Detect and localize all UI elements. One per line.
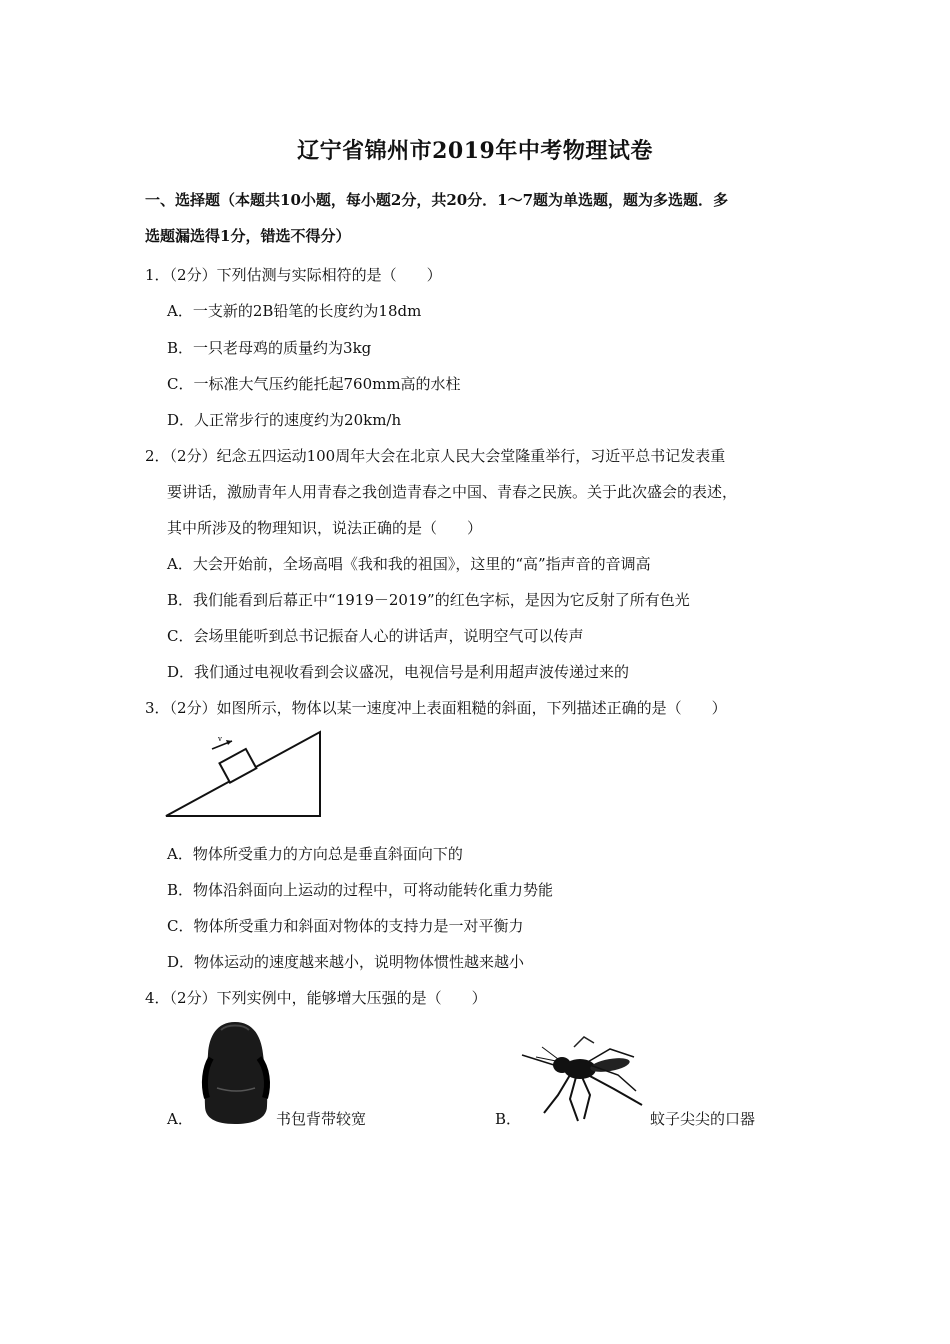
question-4-option-a-text: 书包背带较宽	[276, 1110, 367, 1128]
question-2-option-c: C．会场里能听到总书记振奋人心的讲话声，说明空气可以传声	[167, 627, 584, 645]
question-2-option-a: A．大会开始前，全场高唱《我和我的祖国》，这里的“高”指声音的音调高	[167, 555, 651, 573]
page-title: 辽宁省锦州市2019年中考物理试卷	[297, 138, 653, 164]
block-on-incline	[219, 749, 256, 783]
question-4-option-b-text: 蚊子尖尖的口器	[650, 1110, 756, 1128]
mosquito-image	[518, 1035, 648, 1125]
question-1-option-c: C．一标准大气压约能托起760mm高的水柱	[167, 375, 461, 393]
velocity-label: v	[218, 735, 222, 743]
question-3-option-c: C．物体所受重力和斜面对物体的支持力是一对平衡力	[167, 917, 524, 935]
question-2-stem-line2: 要讲话，激励青年人用青春之我创造青春之中国、青春之民族。关于此次盛会的表述，	[167, 483, 738, 501]
incline-figure	[160, 728, 330, 820]
question-1-stem: 1．（2分）下列估测与实际相符的是（ ）	[145, 266, 442, 284]
question-2-stem-line3: 其中所涉及的物理知识，说法正确的是（ ）	[167, 519, 483, 537]
section-heading-line1: 一、选择题（本题共10小题，每小题2分，共20分．1～7题为单选题，题为多选题．多	[145, 191, 729, 209]
question-2-option-b: B．我们能看到后幕正中“1919－2019”的红色字标，是因为它反射了所有色光	[167, 591, 690, 609]
question-3-option-b: B．物体沿斜面向上运动的过程中，可将动能转化重力势能	[167, 881, 554, 899]
question-3-option-d: D．物体运动的速度越来越小，说明物体惯性越来越小	[167, 953, 525, 971]
question-1-option-b: B．一只老母鸡的质量约为3kg	[167, 339, 372, 357]
question-4-stem: 4．（2分）下列实例中，能够增大压强的是（ ）	[145, 989, 487, 1007]
question-3-option-a: A．物体所受重力的方向总是垂直斜面向下的	[167, 845, 463, 863]
question-2-option-d: D．我们通过电视收看到会议盛况，电视信号是利用超声波传递过来的	[167, 663, 630, 681]
question-4-option-b-letter: B．	[495, 1110, 522, 1128]
question-2-stem-line1: 2．（2分）纪念五四运动100周年大会在北京人民大会堂隆重举行，习近平总书记发表重	[145, 447, 726, 465]
section-heading	[145, 182, 815, 254]
question-4-option-a-letter: A．	[167, 1110, 193, 1128]
backpack-image	[195, 1018, 275, 1128]
section-heading-line2: 选题漏选得1分，错选不得分）	[145, 227, 351, 245]
question-3-stem: 3．（2分）如图所示，物体以某一速度冲上表面粗糙的斜面，下列描述正确的是（ ）	[145, 699, 727, 717]
question-1-option-d: D．人正常步行的速度约为20km/h	[167, 411, 402, 429]
question-1-option-a: A．一支新的2B铅笔的长度约为18dm	[167, 302, 422, 320]
